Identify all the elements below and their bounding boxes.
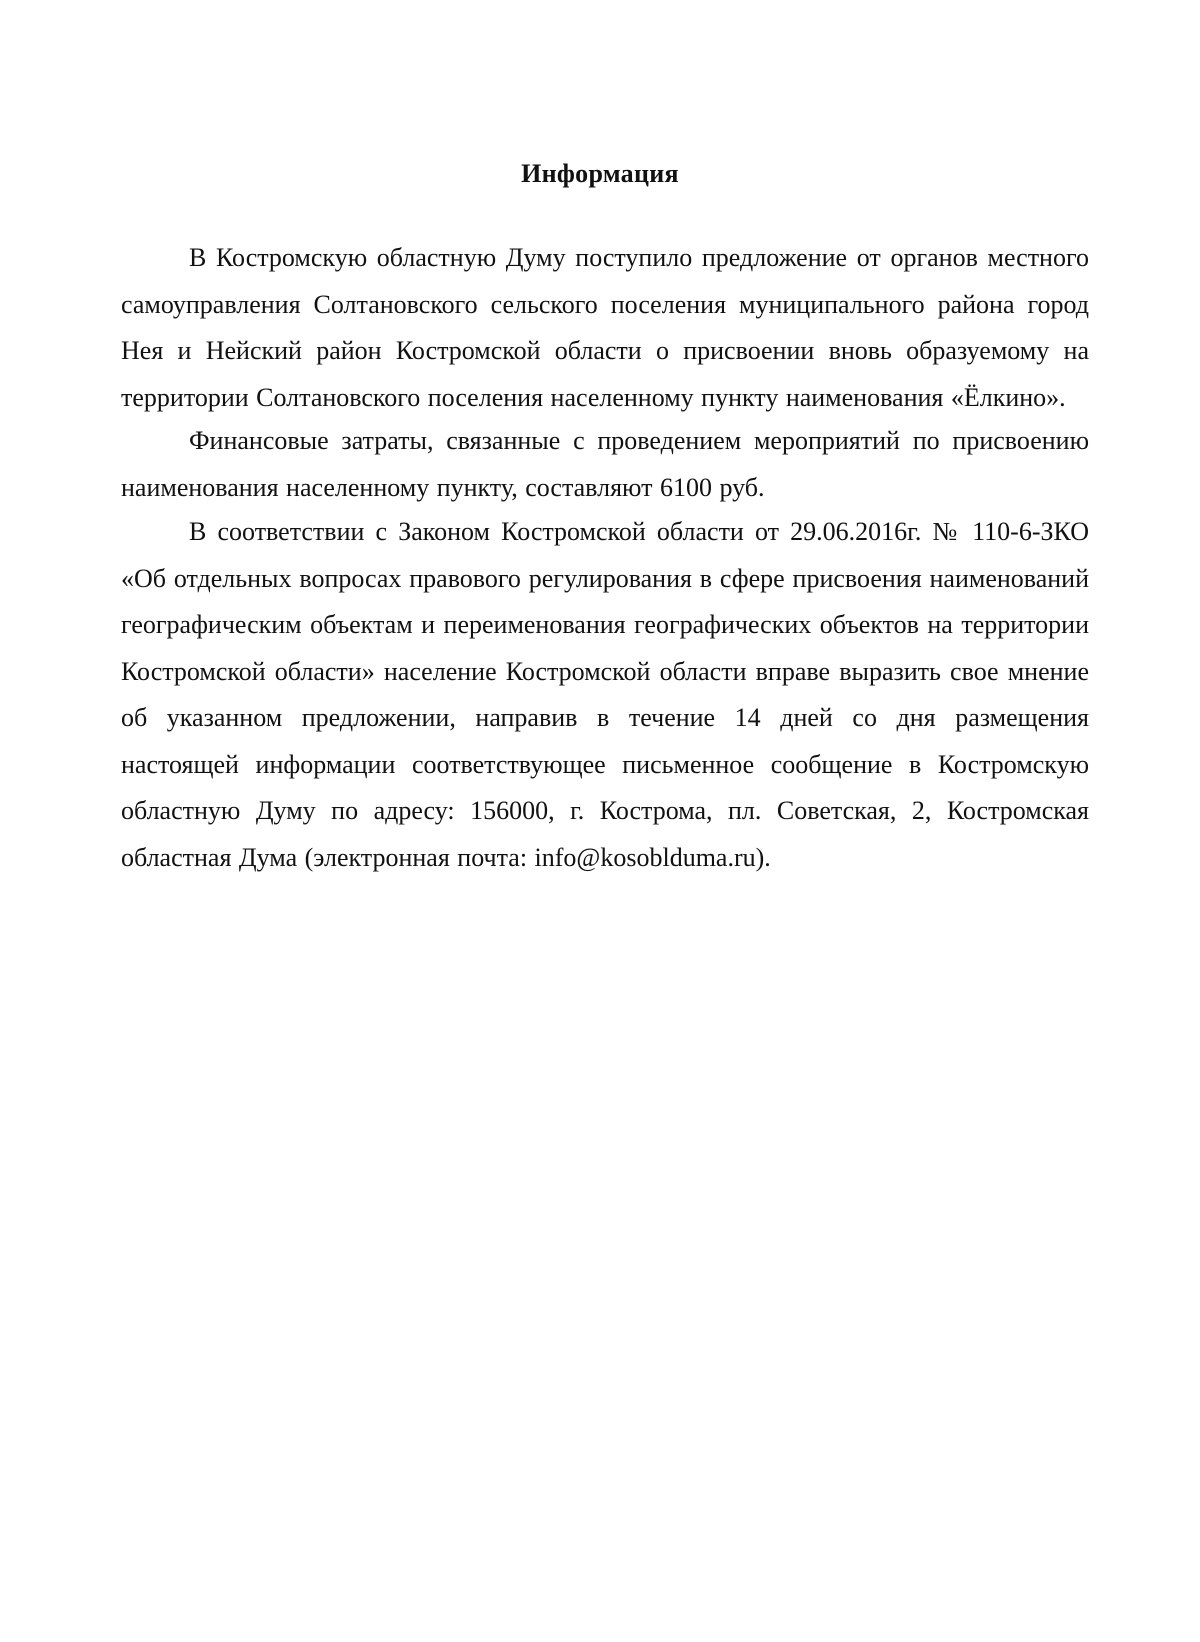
document-title: Информация xyxy=(521,159,679,188)
paragraph-costs: Финансовые затраты, связанные с проведением мероприятий по присвоению наименования населенному пункту, составляют 6100 руб. xyxy=(121,426,1089,502)
paragraph-law-reference: В соответствии с Законом Костромской области от 29.06.2016г. № 110-6-ЗКО «Об отдельных вопросах правового регулирования в сфере присвоения наименований географическим объектам и переименования географических объектов на территории Костромской области» население Костромской области вправе выразить свое мнение об указанном предложении, направив в течение 14 дней со дня размещения настоящей информации соответствующее письменное сообщение в Костромскую областную Думу по адресу: 156000, г. Кострома, пл. Советская, 2, Костромская областная Дума (электронная почта: info@kosoblduma.ru). xyxy=(121,517,1089,872)
paragraph-proposal: В Костромскую областную Думу поступило предложение от органов местного самоуправления Солтановского сельского поселения муниципального района город Нея и Нейский район Костромской области о присвоении вновь образуемому на территории Солтановского поселения населенному пункту наименования «Ёлкино». xyxy=(121,243,1089,412)
